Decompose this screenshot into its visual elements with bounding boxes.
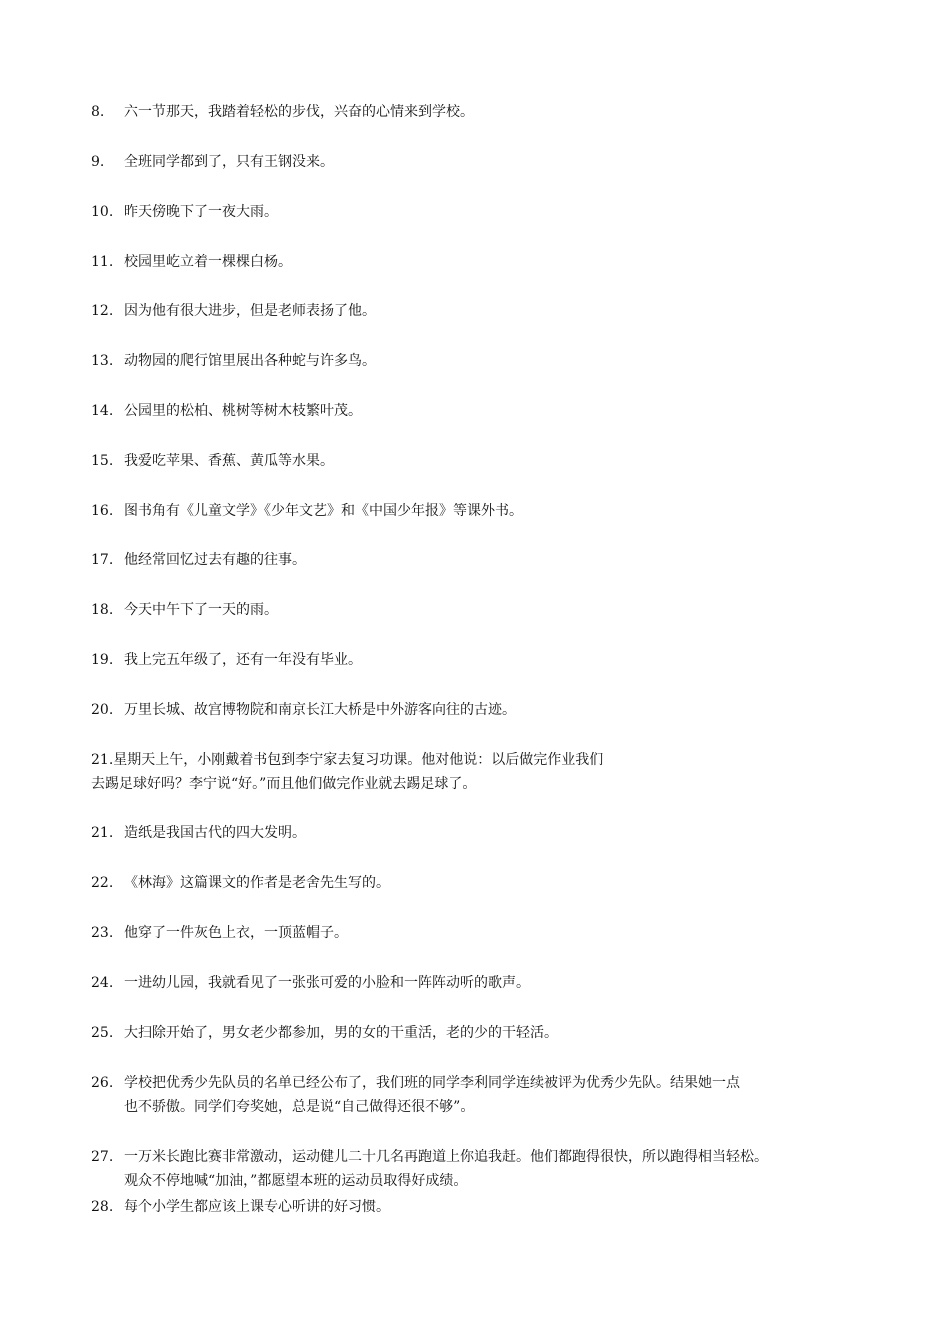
item-number: 8.	[91, 104, 105, 120]
item-text: 六一节那天，我踏着轻松的步伐，兴奋的心情来到学校。	[124, 104, 474, 120]
item-number: 19.	[91, 652, 114, 668]
list-item	[91, 1071, 891, 1119]
list-item	[91, 399, 891, 423]
item-number: 17.	[91, 552, 114, 568]
item-number: 26.	[91, 1075, 114, 1091]
item-text: 造纸是我国古代的四大发明。	[124, 825, 306, 841]
list-item	[91, 449, 891, 473]
item-number: 16.	[91, 503, 114, 519]
item-number: 23.	[91, 925, 114, 941]
item-text: 今天中午下了一天的雨。	[124, 602, 278, 618]
item-number: 13.	[91, 353, 114, 369]
item-text: 公园里的松柏、桃树等树木枝繁叶茂。	[124, 403, 362, 419]
paragraph-line: 去踢足球好吗？李宁说“好。”而且他们做完作业就去踢足球了。	[91, 776, 477, 792]
item-text: 我上完五年级了，还有一年没有毕业。	[124, 652, 362, 668]
item-text: 他经常回忆过去有趣的往事。	[124, 552, 306, 568]
list-item	[91, 971, 891, 995]
list-item	[91, 499, 891, 523]
item-text: 大扫除开始了，男女老少都参加，男的女的干重活，老的少的干轻活。	[124, 1025, 558, 1041]
item-number: 12.	[91, 303, 114, 319]
list-item	[91, 150, 891, 174]
list-item	[91, 100, 891, 124]
item-number: 15.	[91, 453, 114, 469]
list-item	[91, 1145, 891, 1193]
item-text: 一进幼儿园，我就看见了一张张可爱的小脸和一阵阵动听的歌声。	[124, 975, 530, 991]
item-text: 全班同学都到了，只有王钢没来。	[124, 154, 334, 170]
item-text: 校园里屹立着一棵棵白杨。	[124, 254, 292, 270]
item-text: 他穿了一件灰色上衣，一顶蓝帽子。	[124, 925, 348, 941]
item-text-continuation: 也不骄傲。同学们夸奖她，总是说“自己做得还很不够”。	[124, 1099, 475, 1115]
item-text: 学校把优秀少先队员的名单已经公布了，我们班的同学李利同学连续被评为优秀少先队。结果她一点	[124, 1075, 740, 1091]
item-text: 图书角有《儿童文学》《少年文艺》和《中国少年报》等课外书。	[124, 503, 523, 519]
list-item	[91, 871, 891, 895]
item-number: 10.	[91, 204, 114, 220]
list-item	[91, 648, 891, 672]
item-number: 18.	[91, 602, 114, 618]
list-item	[91, 921, 891, 945]
item-text: 动物园的爬行馆里展出各种蛇与许多鸟。	[124, 353, 376, 369]
list-item	[91, 1021, 891, 1045]
item-text: 万里长城、故宫博物院和南京长江大桥是中外游客向往的古迹。	[124, 702, 516, 718]
item-number: 24.	[91, 975, 114, 991]
item-text-continuation: 观众不停地喊“加油，”都愿望本班的运动员取得好成绩。	[124, 1173, 468, 1189]
item-text: 《林海》这篇课文的作者是老舍先生写的。	[124, 875, 390, 891]
item-number: 20.	[91, 702, 114, 718]
item-text: 一万米长跑比赛非常激动，运动健儿二十几名再跑道上你追我赶。他们都跑得很快，所以跑得相当轻松。	[124, 1149, 768, 1165]
list-item	[91, 598, 891, 622]
list-item	[91, 299, 891, 323]
list-item	[91, 200, 891, 224]
item-number: 11.	[91, 254, 114, 270]
item-number: 14.	[91, 403, 114, 419]
item-number: 9.	[91, 154, 105, 170]
paragraph-item	[91, 748, 891, 796]
item-text: 每个小学生都应该上课专心听讲的好习惯。	[124, 1199, 390, 1215]
list-item	[91, 349, 891, 373]
paragraph-line: 21.星期天上午，小刚戴着书包到李宁家去复习功课。他对他说：以后做完作业我们	[91, 752, 604, 768]
item-number: 27.	[91, 1149, 114, 1165]
item-number: 25.	[91, 1025, 114, 1041]
list-item	[91, 698, 891, 722]
item-number: 22.	[91, 875, 114, 891]
item-text: 因为他有很大进步，但是老师表扬了他。	[124, 303, 376, 319]
item-number: 21.	[91, 825, 114, 841]
list-item	[91, 821, 891, 845]
item-text: 我爱吃苹果、香蕉、黄瓜等水果。	[124, 453, 334, 469]
list-item	[91, 548, 891, 572]
list-item	[91, 1195, 891, 1219]
list-item	[91, 250, 891, 274]
item-number: 28.	[91, 1199, 114, 1215]
item-text: 昨天傍晚下了一夜大雨。	[124, 204, 278, 220]
